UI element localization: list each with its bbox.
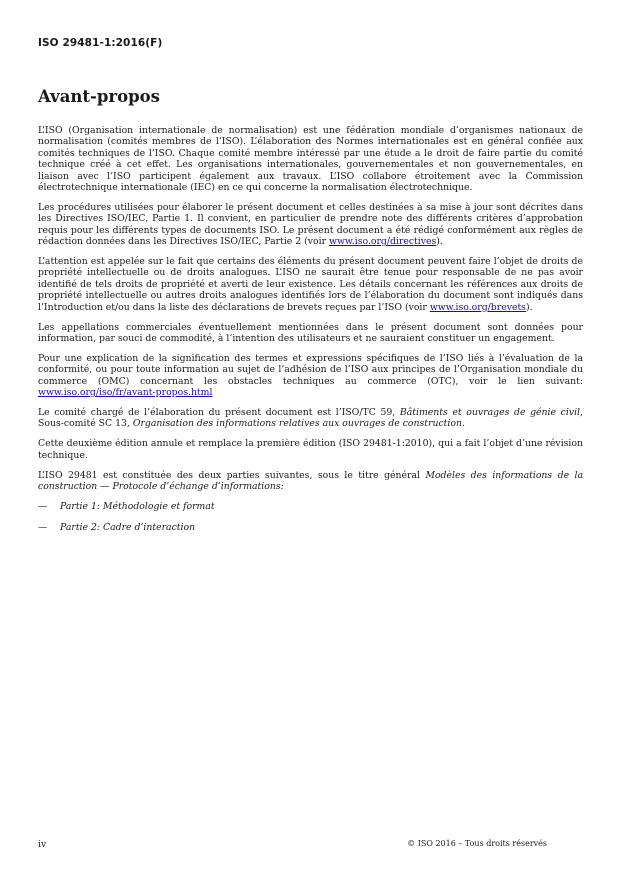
paragraph-patents-end: ). bbox=[525, 301, 533, 313]
copyright-notice: © ISO 2016 – Tous droits réservés bbox=[407, 839, 547, 848]
document-identifier: ISO 29481-1:2016(F) bbox=[38, 37, 163, 49]
subcommittee-name: Organisation des informations relatives aux ouvrages de construction. bbox=[132, 418, 465, 430]
paragraph-iso-description: L’ISO (Organisation internationale de normalisation) est une fédération mondiale d’organismes nationaux de normalisation (comités membres de l’ISO). L’élaboration des Normes internationales est en général confiée aux comités techniques de l’ISO. Chaque comité membre intéressé par une étude a le droit de faire partie du comité technique créé à cet effet. Les organisations internationales, gouvernementales et non gouvernementales, en liaison avec l’ISO participent également aux travaux. L’ISO collabore étroitement avec la Commission électrotechnique internationale (IEC) en ce qui concerne la normalisation électrotechnique. bbox=[38, 125, 583, 194]
list-item bbox=[38, 522, 583, 533]
paragraph-patents bbox=[38, 256, 583, 313]
paragraph-conformity-text: Pour une explication de la signification des termes et expressions spécifiques de l’ISO liés à l’évaluation de la conformité, ou pour toute information au sujet de l’adhésion de l’ISO aux principes de l’Organisation mondiale du commerce (OMC) concernant les obstacles techniques au commerce (OTC), voir le lien suivant: bbox=[38, 352, 583, 387]
paragraph-parts-intro bbox=[38, 470, 583, 493]
committee-name: Bâtiments et ouvrages de génie civil bbox=[399, 407, 581, 419]
paragraph-conformity bbox=[38, 353, 583, 399]
list-dash: — bbox=[38, 500, 48, 512]
link-brevets[interactable]: www.iso.org/brevets bbox=[429, 301, 526, 313]
paragraph-patents-text: L’attention est appelée sur le fait que certains des éléments du présent document peuvent faire l’objet de droits de propriété intellectuelle ou de droits analogues. L’ISO ne saurait être tenue pour responsable de ne pas avoir identifié de tels droits de propriété et averti de leur existence. Les détails concernant les références aux droits de propriété intellectuelle ou autres droits analogues identifiés lors de l’élaboration du document sont indiqués dans l’Introduction et/ou dans la liste des déclarations de brevets reçues par l’ISO (voir bbox=[38, 256, 583, 313]
page-number: iv bbox=[38, 839, 47, 850]
paragraph-parts-intro-text: L’ISO 29481 est constituée des deux parties suivantes, sous le titre général bbox=[38, 469, 426, 481]
paragraph-committee-text1: Le comité chargé de l’élaboration du présent document est l’ISO/TC 59, bbox=[38, 407, 400, 419]
paragraph-committee-text2: , Sous-comité SC 13, bbox=[38, 407, 583, 430]
section-title: Avant-propos bbox=[38, 87, 160, 106]
general-title: Modèles des informations de la construction — Protocole d’échange d’informations: bbox=[38, 469, 584, 493]
parts-list bbox=[38, 501, 583, 534]
link-directives[interactable]: www.iso.org/directives bbox=[329, 236, 437, 248]
paragraph-procedures-text: Les procédures utilisées pour élaborer le présent document et celles destinées à sa mise à jour sont décrites dans les Directives ISO/IEC, Partie 1. Il convient, en particulier de prendre note des différents critères d’approbation requis pour les différents types de documents ISO. Le présent document a été rédigé conformément aux règles de rédaction données dans les Directives ISO/IEC, Partie 2 (voir bbox=[38, 201, 583, 248]
list-item bbox=[38, 501, 583, 512]
paragraph-procedures-end: ). bbox=[436, 236, 443, 248]
foreword-body bbox=[38, 125, 583, 544]
part-label: Partie 1: Méthodologie et format bbox=[60, 500, 215, 512]
paragraph-committee bbox=[38, 407, 583, 430]
link-avant-propos[interactable]: www.iso.org/iso/fr/avant-propos.html bbox=[38, 387, 213, 399]
paragraph-trade-names: Les appellations commerciales éventuellement mentionnées dans le présent document sont données pour information, par souci de commodité, à l’intention des utilisateurs et ne sauraient constituer un engagement. bbox=[38, 321, 583, 344]
paragraph-edition: Cette deuxième édition annule et remplace la première édition (ISO 29481-1:2010), qui a fait l’objet d’une révision technique. bbox=[38, 438, 583, 461]
list-dash: — bbox=[38, 522, 48, 534]
part-label: Partie 2: Cadre d’interaction bbox=[60, 522, 196, 534]
paragraph-procedures bbox=[38, 202, 583, 248]
